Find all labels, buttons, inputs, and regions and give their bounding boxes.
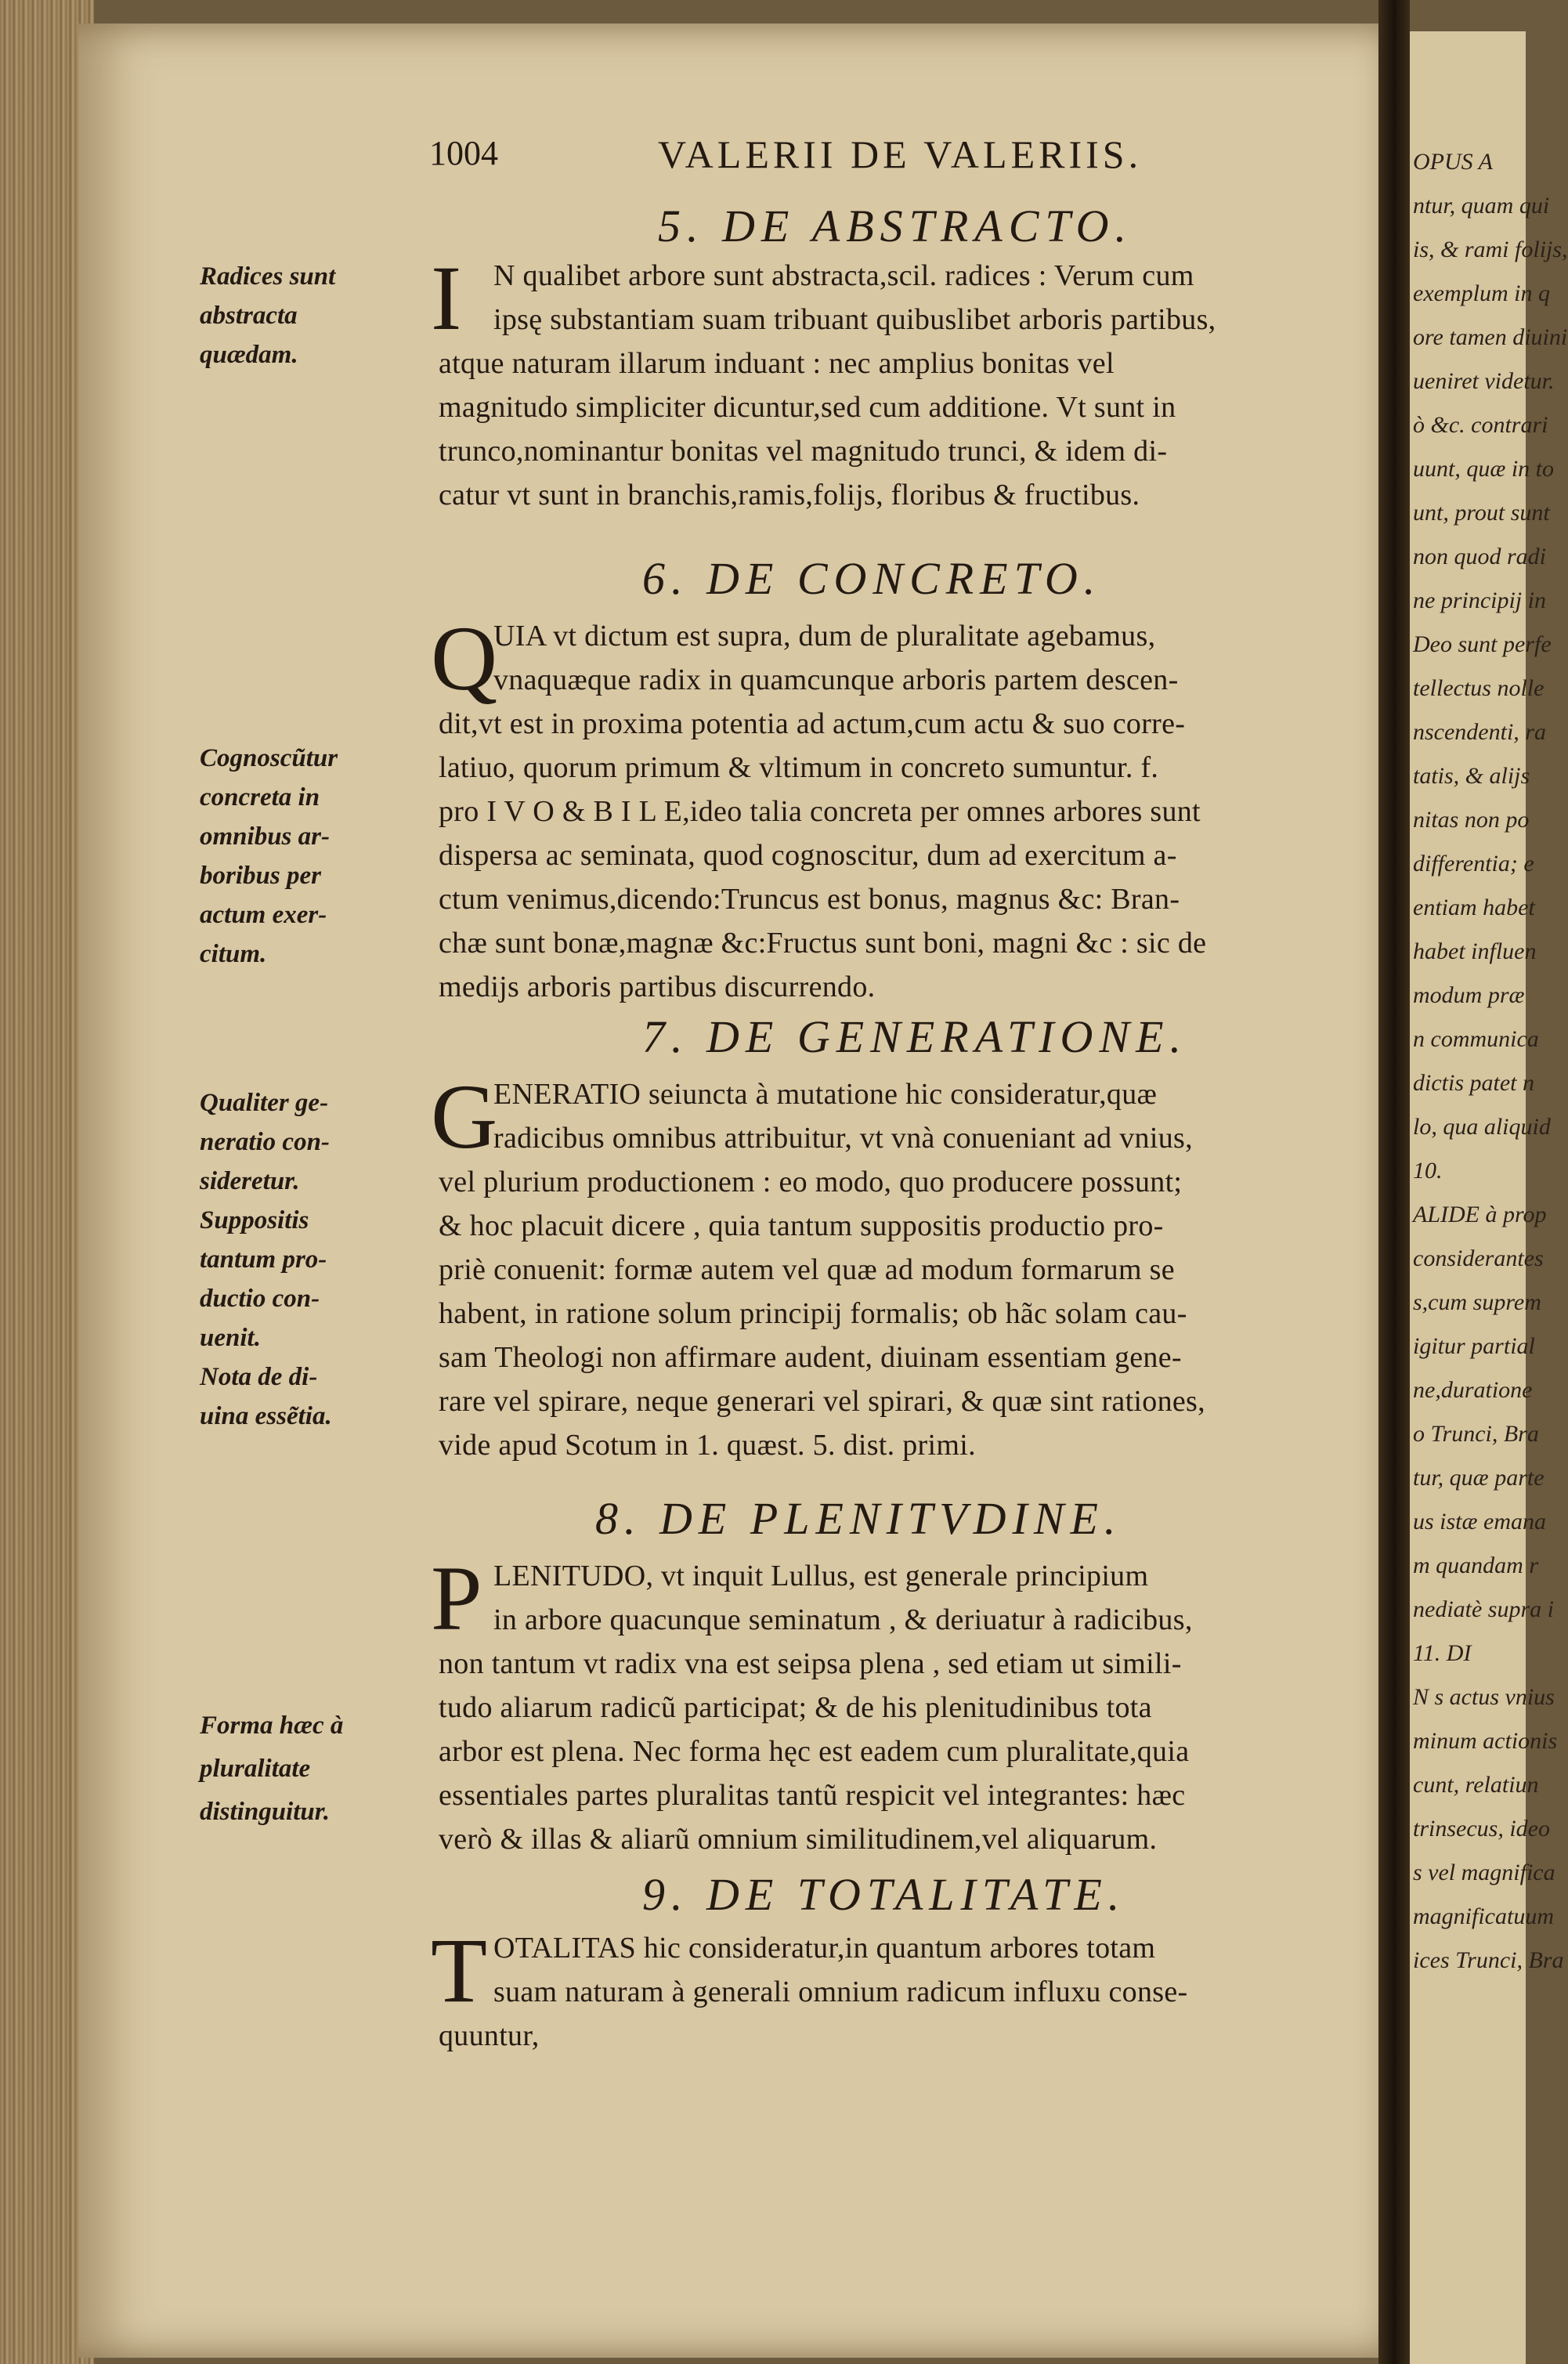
text-line: ipsę substantiam suam tribuant quibuslibet arboris partibus, [493, 303, 1216, 336]
book-gutter [1378, 0, 1410, 2364]
text-line: UIA vt dictum est supra, dum de pluralitate agebamus, [493, 620, 1156, 652]
facing-page-line: differentia; e [1413, 851, 1534, 877]
facing-page-line: ò &c. contrari [1413, 412, 1548, 438]
facing-page-line: us istæ emana [1413, 1509, 1547, 1534]
facing-page-line: nitas non po [1413, 807, 1530, 833]
facing-page-line: habet influen [1413, 938, 1537, 964]
margin-note: Forma hæc à [200, 1712, 344, 1740]
section-title: 5. DE ABSTRACTO. [658, 201, 1133, 251]
facing-page-line: OPUS A [1413, 149, 1493, 175]
margin-note: distinguitur. [200, 1798, 331, 1826]
margin-note: pluralitate [200, 1755, 311, 1783]
facing-page-line: uunt, quæ in to [1413, 456, 1555, 482]
text-line: dispersa ac seminata, quod cognoscitur, dum ad exercitum a- [439, 839, 1177, 872]
facing-page-line: ueniret videtur. [1413, 368, 1555, 394]
facing-page-line: unt, prout sunt [1413, 500, 1550, 526]
text-line: catur vt sunt in branchis,ramis,folijs, floribus & fructibus. [439, 479, 1140, 511]
facing-page [1410, 31, 1568, 2364]
running-title: VALERII DE VALERIIS. [658, 132, 1143, 176]
text-line: tudo aliarum radicũ participat; & de his plenitudinibus tota [439, 1691, 1152, 1724]
facing-page-line: 10. [1413, 1158, 1443, 1184]
margin-note: ductio con- [200, 1285, 320, 1313]
facing-page-line: s vel magnifica [1413, 1860, 1555, 1885]
margin-note: uina essẽtia. [200, 1402, 332, 1430]
facing-page-line: magnificatuum [1413, 1903, 1554, 1929]
margin-note: boribus per [200, 862, 321, 890]
text-line: arbor est plena. Nec forma hęc est eadem cum pluralitate,quia [439, 1735, 1190, 1768]
section-title: 9. DE TOTALITATE. [642, 1869, 1126, 1920]
text-line: in arbore quacunque seminatum , & deriuatur à radicibus, [493, 1603, 1193, 1636]
text-line: dit,vt est in proxima potentia ad actum,cum actu & suo corre- [439, 707, 1186, 740]
facing-page-line: ices Trunci, Bra [1413, 1947, 1564, 1973]
facing-page-line: m quandam r [1413, 1553, 1539, 1578]
facing-page-line: s,cum suprem [1413, 1289, 1541, 1315]
facing-page-line: igitur partial [1413, 1333, 1535, 1359]
section-title: 7. DE GENERATIONE. [642, 1011, 1188, 1062]
facing-page-line: nediatè supra i [1413, 1596, 1554, 1622]
facing-page-line: ntur, quam qui [1413, 193, 1550, 219]
margin-note: tantum pro- [200, 1245, 327, 1274]
text-line: vide apud Scotum in 1. quæst. 5. dist. primi. [439, 1429, 976, 1462]
facing-page-line: ALIDE à prop [1413, 1202, 1547, 1227]
text-line: trunco,nominantur bonitas vel magnitudo trunci, & idem di- [439, 435, 1168, 468]
facing-page-line: trinsecus, ideo [1413, 1816, 1550, 1842]
text-line: suam naturam à generali omnium radicum influxu conse- [493, 1975, 1188, 2008]
margin-note: Radices sunt [200, 262, 336, 291]
text-line: LENITUDO, vt inquit Lullus, est generale principium [493, 1560, 1149, 1592]
page-number: 1004 [429, 134, 498, 172]
text-line: essentiales partes pluralitas tantũ respicit vel integrantes: hæc [439, 1779, 1186, 1812]
text-line: N qualibet arbore sunt abstracta,scil. radices : Verum cum [493, 259, 1194, 292]
margin-note: citum. [200, 940, 267, 968]
text-line: habent, in ratione solum principij formalis; ob hãc solam cau- [439, 1297, 1187, 1330]
facing-page-line: exemplum in q [1413, 280, 1550, 306]
section-title: 8. DE PLENITVDINE. [595, 1493, 1122, 1544]
text-line: atque naturam illarum induant : nec amplius bonitas vel [439, 347, 1115, 380]
text-line: vnaquæque radix in quamcunque arboris partem descen- [493, 663, 1179, 696]
facing-page-line: tatis, & alijs [1413, 763, 1530, 789]
margin-note: uenit. [200, 1324, 261, 1352]
margin-note: omnibus ar- [200, 822, 330, 851]
drop-cap: G [431, 1065, 498, 1168]
text-line: rare vel spirare, neque generari vel spirari, & quæ sint rationes, [439, 1385, 1205, 1418]
text-line: ENERATIO seiuncta à mutatione hic consideratur,quæ [493, 1078, 1158, 1111]
text-line: sam Theologi non affirmare audent, diuinam essentiam gene- [439, 1341, 1182, 1374]
facing-page-line: dictis patet n [1413, 1070, 1534, 1096]
section-title: 6. DE CONCRETO. [642, 553, 1102, 604]
facing-page-line: modum præ [1413, 982, 1525, 1008]
drop-cap: P [431, 1547, 482, 1650]
facing-page-line: ore tamen diuini [1413, 324, 1568, 350]
text-line: pro I V O & B I L E,ideo talia concreta per omnes arbores sunt [439, 795, 1201, 828]
margin-note: Nota de di- [200, 1363, 318, 1391]
text-line: quuntur, [439, 2019, 540, 2052]
text-line: latiuo, quorum primum & vltimum in concreto sumuntur. f. [439, 751, 1159, 784]
facing-page-line: N s actus vnius [1413, 1684, 1555, 1710]
text-line: non tantum vt radix vna est seipsa plena , sed etiam ut simili- [439, 1647, 1182, 1680]
margin-note: actum exer- [200, 901, 327, 929]
margin-note: sideretur. [200, 1167, 300, 1195]
text-line: medijs arboris partibus discurrendo. [439, 971, 876, 1003]
text-line: vel plurium productionem : eo modo, quo producere possunt; [439, 1166, 1183, 1198]
margin-note: neratio con- [200, 1128, 330, 1156]
facing-page-line: minum actionis [1413, 1728, 1558, 1754]
text-line: OTALITAS hic consideratur,in quantum arbores totam [493, 1932, 1156, 1965]
facing-page-line: 11. DI [1413, 1640, 1472, 1666]
margin-note: Suppositis [200, 1206, 309, 1234]
margin-note: concreta in [200, 783, 320, 811]
drop-cap: T [431, 1919, 488, 2022]
facing-page-line: lo, qua aliquid [1413, 1114, 1551, 1140]
text-line: ctum venimus,dicendo:Truncus est bonus, magnus &c: Bran- [439, 883, 1180, 916]
margin-note: abstracta [200, 302, 298, 330]
facing-page-line: Deo sunt perfe [1413, 631, 1552, 657]
facing-page-line: n communica [1413, 1026, 1539, 1052]
text-line: verò & illas & aliarũ omnium similitudinem,vel aliquarum. [439, 1823, 1158, 1856]
facing-page-line: o Trunci, Bra [1413, 1421, 1539, 1447]
drop-cap: I [431, 247, 462, 349]
facing-page-line: tellectus nolle [1413, 675, 1545, 701]
margin-note: Qualiter ge- [200, 1089, 329, 1117]
facing-page-line: ne principij in [1413, 587, 1546, 613]
facing-page-line: ne,duratione [1413, 1377, 1533, 1403]
text-line: magnitudo simpliciter dicuntur,sed cum additione. Vt sunt in [439, 391, 1176, 424]
text-line: chæ sunt bonæ,magnæ &c:Fructus sunt boni, magni &c : sic de [439, 927, 1207, 960]
margin-note: Cognoscũtur [200, 744, 338, 772]
facing-page-line: considerantes [1413, 1245, 1544, 1271]
margin-note: quædam. [200, 341, 298, 369]
text-line: radicibus omnibus attribuitur, vt vnà conueniant ad vnius, [493, 1122, 1193, 1155]
text-line: priè conuenit: formæ autem vel quæ ad modum formarum se [439, 1253, 1175, 1286]
drop-cap: Q [431, 607, 498, 710]
facing-page-line: non quod radi [1413, 544, 1547, 569]
facing-page-line: nscendenti, ra [1413, 719, 1546, 745]
text-line: & hoc placuit dicere , quia tantum suppositis productio pro- [439, 1209, 1164, 1242]
facing-page-line: is, & rami folijs, [1413, 237, 1568, 262]
facing-page-line: cunt, relatiun [1413, 1772, 1539, 1798]
facing-page-line: entiam habet [1413, 895, 1535, 920]
facing-page-line: tur, quæ parte [1413, 1465, 1545, 1491]
